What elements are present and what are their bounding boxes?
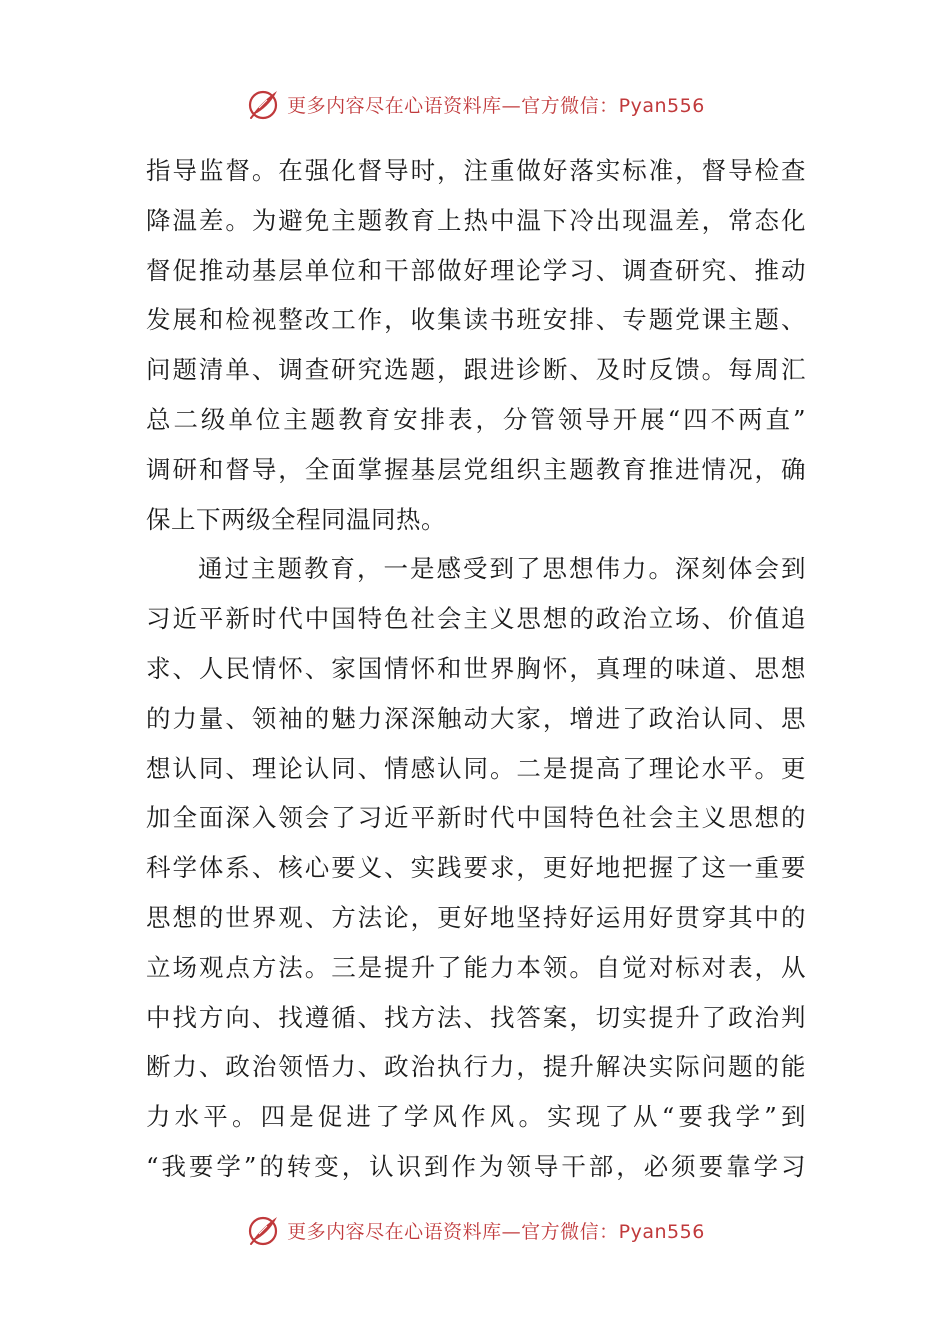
- body-line-paragraph-start: 通过主题教育，一是感受到了思想伟力。深刻体会到: [198, 554, 806, 584]
- body-line: 降温差。为避免主题教育上热中温下冷出现温差，常态化: [146, 205, 806, 235]
- header-wechat-id: Pyan556: [618, 94, 705, 117]
- quill-pen-logo-icon: [245, 86, 281, 122]
- footer-site-text: 更多内容尽在心语资料库—官方微信：: [287, 1220, 619, 1243]
- quill-pen-logo-icon: [245, 1212, 281, 1248]
- body-line: 思想的世界观、方法论，更好地坚持好运用好贯穿其中的: [146, 902, 806, 932]
- footer-banner-text: [287, 1217, 705, 1244]
- document-body: [146, 146, 806, 1192]
- body-line: 想认同、理论认同、情感认同。二是提高了理论水平。更: [146, 753, 806, 783]
- body-line: 中找方向、找遵循、找方法、找答案，切实提升了政治判: [146, 1002, 806, 1032]
- body-line: 问题清单、调查研究选题，跟进诊断、及时反馈。每周汇: [146, 355, 806, 385]
- footer-wechat-id: Pyan556: [618, 1220, 705, 1243]
- body-line: 求、人民情怀、家国情怀和世界胸怀，真理的味道、思想: [146, 653, 806, 683]
- body-line: 科学体系、核心要义、实践要求，更好地把握了这一重要: [146, 853, 806, 883]
- body-line: 发展和检视整改工作，收集读书班安排、专题党课主题、: [146, 305, 806, 335]
- body-line: “我要学”的转变，认识到作为领导干部，必须要靠学习: [146, 1151, 806, 1181]
- body-line: 督促推动基层单位和干部做好理论学习、调查研究、推动: [146, 255, 806, 285]
- body-line: 的力量、领袖的魅力深深触动大家，增进了政治认同、思: [146, 703, 806, 733]
- body-line: 立场观点方法。三是提升了能力本领。自觉对标对表，从: [146, 952, 806, 982]
- header-banner: [0, 82, 950, 126]
- body-line: 习近平新时代中国特色社会主义思想的政治立场、价值追: [146, 604, 806, 634]
- body-line: 调研和督导，全面掌握基层党组织主题教育推进情况，确: [146, 454, 806, 484]
- body-line: 加全面深入领会了习近平新时代中国特色社会主义思想的: [146, 803, 806, 833]
- body-line: 保上下两级全程同温同热。: [146, 504, 446, 534]
- body-line: 总二级单位主题教育安排表，分管领导开展“四不两直”: [146, 404, 806, 434]
- header-banner-text: [287, 91, 705, 118]
- footer-banner: [0, 1208, 950, 1252]
- body-line: 力水平。四是促进了学风作风。实现了从“要我学”到: [146, 1102, 806, 1132]
- body-line: 断力、政治领悟力、政治执行力，提升解决实际问题的能: [146, 1052, 806, 1082]
- body-line: 指导监督。在强化督导时，注重做好落实标准，督导检查: [146, 156, 806, 185]
- header-site-text: 更多内容尽在心语资料库—官方微信：: [287, 94, 619, 117]
